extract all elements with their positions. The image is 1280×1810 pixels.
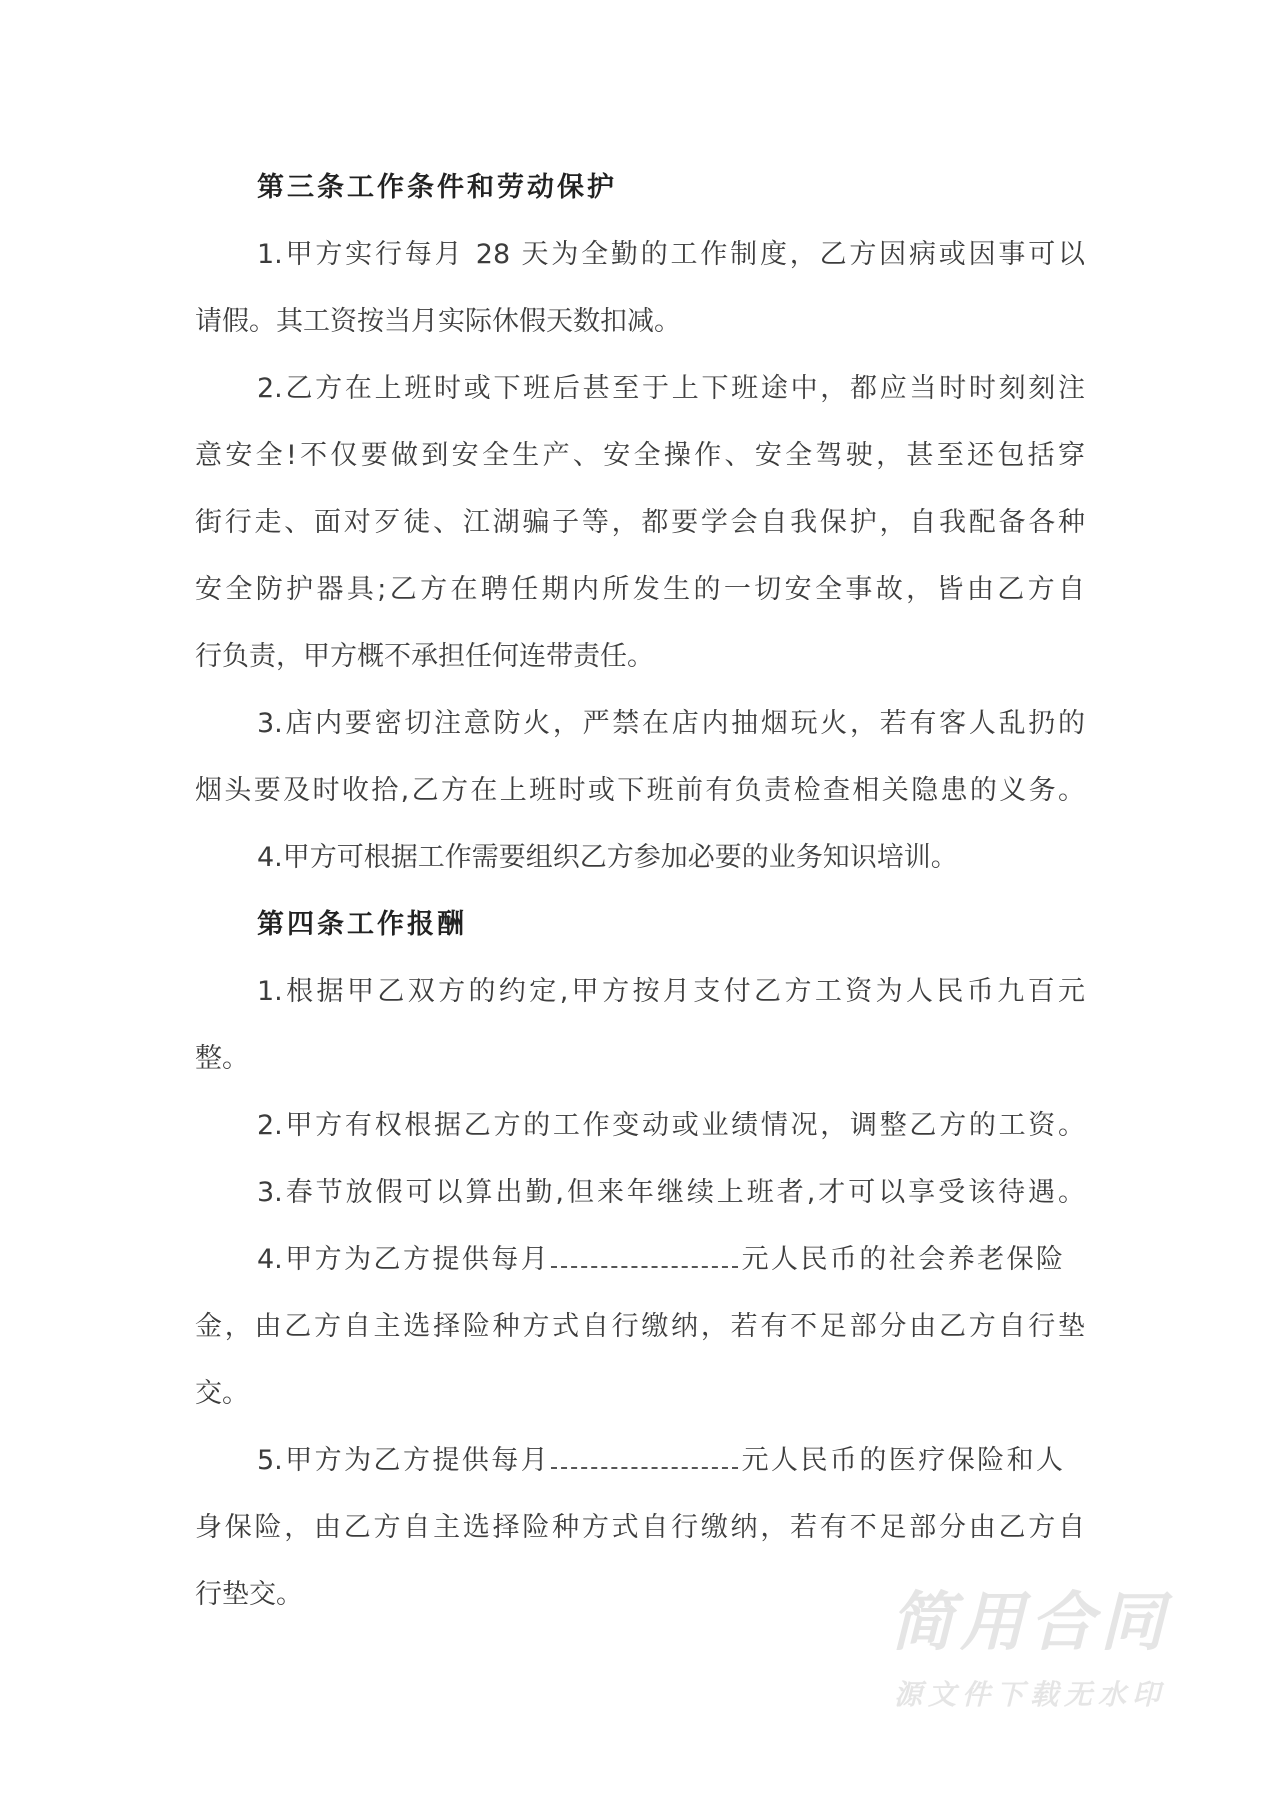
line-text-after: 元人民币的社会养老保险: [739, 1244, 1064, 1275]
paragraph-line: 交。: [195, 1378, 249, 1409]
paragraph-line: 金，由乙方自主选择险种方式自行缴纳，若有不足部分由乙方自行垫: [195, 1311, 1085, 1342]
paragraph-line: 请假。其工资按当月实际休假天数扣减。: [195, 306, 681, 337]
paragraph-line: 行负责，甲方概不承担任何连带责任。: [195, 641, 654, 672]
paragraph-line: 3.春节放假可以算出勤,但来年继续上班者,才可以享受该待遇。: [257, 1177, 1085, 1208]
paragraph-line-with-blank: [257, 1240, 1063, 1280]
paragraph-line: 2.甲方有权根据乙方的工作变动或业绩情况，调整乙方的工资。: [257, 1110, 1085, 1141]
paragraph-line: 2.乙方在上班时或下班后甚至于上下班途中，都应当时时刻刻注: [257, 373, 1085, 404]
fill-in-blank-medical-amount[interactable]: [551, 1445, 738, 1469]
paragraph-line: 4.甲方可根据工作需要组织乙方参加必要的业务知识培训。: [257, 842, 958, 873]
paragraph-line: 烟头要及时收拾,乙方在上班时或下班前有负责检查相关隐患的义务。: [195, 775, 1085, 806]
section-heading: 第三条工作条件和劳动保护: [257, 172, 617, 203]
paragraph-line: 身保险，由乙方自主选择险种方式自行缴纳，若有不足部分由乙方自: [195, 1512, 1085, 1543]
paragraph-line: 1.甲方实行每月 28 天为全勤的工作制度，乙方因病或因事可以: [257, 239, 1085, 270]
paragraph-line: 1.根据甲乙双方的约定,甲方按月支付乙方工资为人民币九百元: [257, 976, 1085, 1007]
line-text-before: 5.甲方为乙方提供每月: [257, 1445, 551, 1476]
paragraph-line: 意安全!不仅要做到安全生产、安全操作、安全驾驶，甚至还包括穿: [195, 440, 1085, 471]
paragraph-line: 街行走、面对歹徒、江湖骗子等，都要学会自我保护，自我配备各种: [195, 507, 1085, 538]
line-text-before: 4.甲方为乙方提供每月: [257, 1244, 551, 1275]
line-text-after: 元人民币的医疗保险和人: [739, 1445, 1064, 1476]
watermark-title: 简用合同: [890, 1586, 1170, 1660]
paragraph-line: 3.店内要密切注意防火，严禁在店内抽烟玩火，若有客人乱扔的: [257, 708, 1085, 739]
paragraph-line: 安全防护器具;乙方在聘任期内所发生的一切安全事故，皆由乙方自: [195, 574, 1085, 605]
watermark-subtitle: 源文件下载无水印: [893, 1678, 1166, 1711]
paragraph-line: 整。: [195, 1043, 249, 1074]
watermark: [880, 1585, 1180, 1715]
paragraph-line-with-blank: [257, 1441, 1063, 1481]
section-heading: 第四条工作报酬: [257, 909, 467, 940]
fill-in-blank-pension-amount[interactable]: [551, 1244, 738, 1268]
paragraph-line: 行垫交。: [195, 1579, 303, 1610]
